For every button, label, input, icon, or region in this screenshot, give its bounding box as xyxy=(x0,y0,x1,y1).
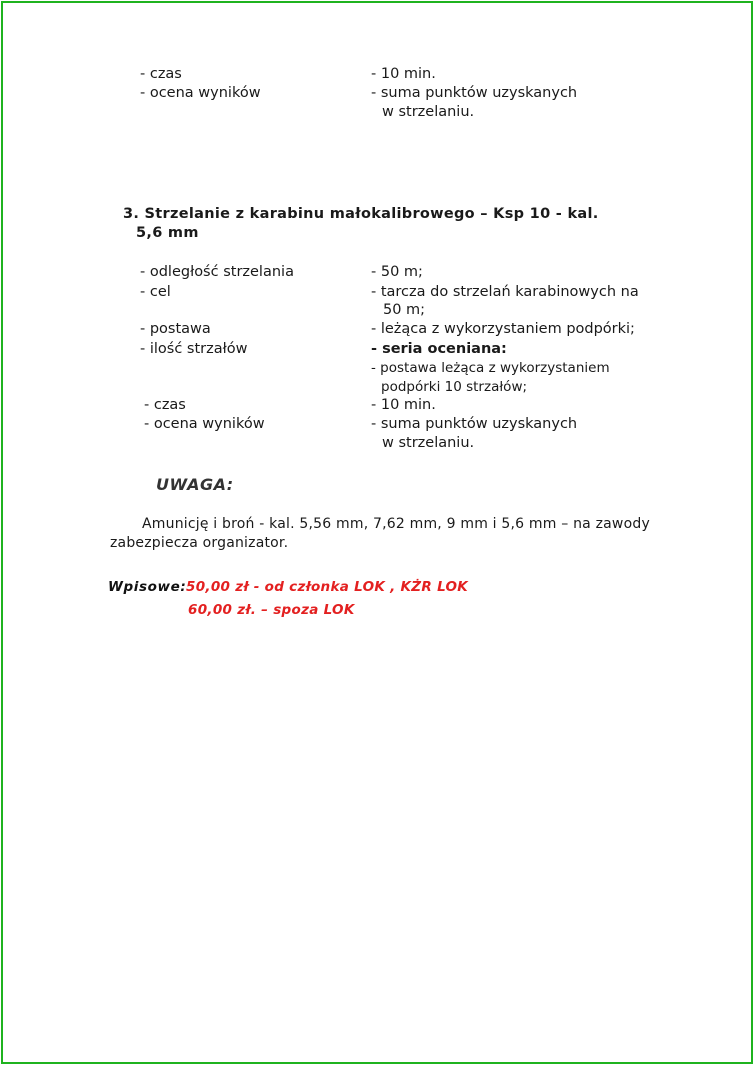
shots-sub-cont: podpórki 10 strzałów; xyxy=(381,379,528,395)
shots-label: - ilość strzałów xyxy=(140,341,248,357)
scoring-value-cont: w strzelaniu. xyxy=(382,104,475,120)
scoring-label-2: - ocena wyników xyxy=(144,416,265,432)
scoring-value-2: - suma punktów uzyskanych xyxy=(371,416,578,432)
time-value: - 10 min. xyxy=(371,66,436,82)
scoring-value-2-cont: w strzelaniu. xyxy=(382,435,475,451)
distance-value: - 50 m; xyxy=(371,264,423,280)
target-label: - cel xyxy=(140,284,171,300)
position-label: - postawa xyxy=(140,321,211,337)
section-heading: 3. Strzelanie z karabinu małokalibrowego – Ksp 10 - kal. xyxy=(123,206,599,222)
distance-label: - odległość strzelania xyxy=(140,264,294,280)
section-heading-cont: 5,6 mm xyxy=(136,225,199,241)
shots-value: - seria oceniana: xyxy=(371,341,507,357)
position-value: - leżąca z wykorzystaniem podpórki; xyxy=(371,321,635,337)
shots-sub: - postawa leżąca z wykorzystaniem xyxy=(371,360,610,376)
time-value-2: - 10 min. xyxy=(371,397,436,413)
time-label-2: - czas xyxy=(144,397,186,413)
note-text-cont: zabezpiecza organizator. xyxy=(110,535,289,551)
scoring-label: - ocena wyników xyxy=(140,85,261,101)
note-title: UWAGA: xyxy=(156,475,234,494)
fee-member: 50,00 zł - od członka LOK , KŻR LOK xyxy=(186,579,469,595)
target-value-cont: 50 m; xyxy=(383,302,426,318)
fee-nonmember: 60,00 zł. – spoza LOK xyxy=(188,602,355,618)
time-label: - czas xyxy=(140,66,182,82)
target-value: - tarcza do strzelań karabinowych na xyxy=(371,284,639,300)
fee-label: Wpisowe: xyxy=(108,579,187,595)
note-text: Amunicję i broń - kal. 5,56 mm, 7,62 mm, 9 mm i 5,6 mm – na zawody xyxy=(142,516,650,532)
scoring-value: - suma punktów uzyskanych xyxy=(371,85,578,101)
